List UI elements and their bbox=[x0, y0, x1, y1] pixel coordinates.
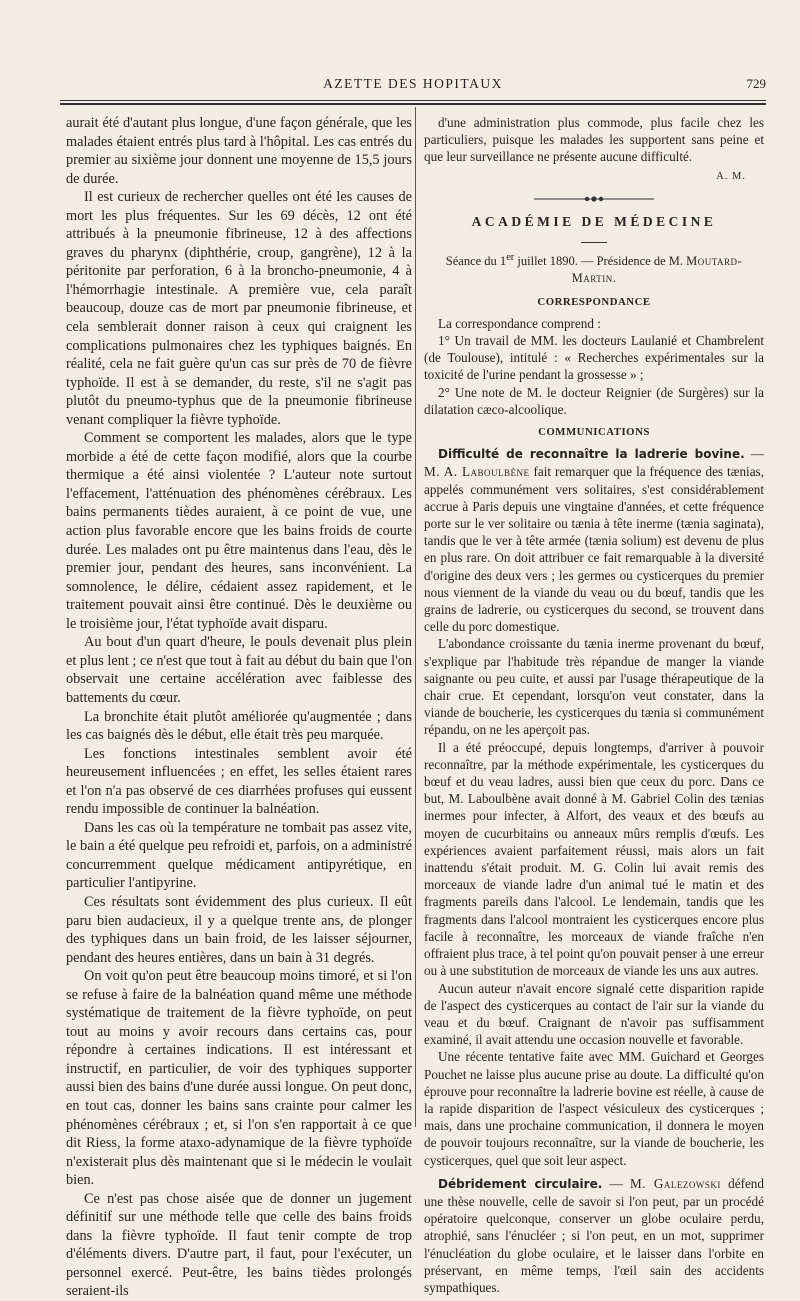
paragraph: La correspondance comprend : bbox=[438, 315, 601, 331]
communication-title: Débridement circulaire. bbox=[438, 1176, 603, 1191]
header-rule-thick bbox=[60, 103, 766, 105]
paragraph: La bronchite était plutôt améliorée qu'augmentée ; dans les cas baignés dès le début, elle était très peu marquée. bbox=[66, 708, 412, 744]
paragraph: L'abondance croissante du tænia inerme provenant du bœuf, s'explique par l'habitude très répandue de manger la viande saignante ou peu cuite, et aussi par l'usage thérapeutique de la chair crue. Et cependant, lorsqu'on veut constater, dans la viande de boucherie, les cysticerques du tænia si communément répandu, on ne les aperçoit pas. bbox=[424, 636, 764, 738]
paragraph: Une récente tentative faite avec MM. Guichard et Georges Pouchet ne laisse plus aucune prise au doute. La difficulté qu'on éprouve pour reconnaître la ladrerie bovine est réelle, à cause de la rapide disparition de l'aspect vésiculeux des cysticerques ; mais, dans une prochaine communication, il donnera le moyen de pouvoir toujours reconnaître, sur la viande de boucherie, les cysticerques, quel que soit leur aspect. bbox=[424, 1049, 764, 1168]
communication-text: défend une thèse nouvelle, celle de savoir si l'on peut, par un procédé opératoire quelconque, conserver un globe oculaire perdu, atrophié, sans l'énucléer ; si l'on peut, en un mot, supprimer l'énucléation du globe oculaire, et le laisser dans l'orbite en préservant, en même temps, l'œil sain des accidents sympathiques. bbox=[424, 1175, 764, 1295]
left-column bbox=[66, 114, 412, 1301]
ornament-rule-icon bbox=[534, 195, 654, 203]
communication-text: fait remarquer que la fréquence des tænias, appelés communément vers solitaires, s'est considérablement accrue à Paris depuis une vingtaine d'années, et cette fréquence porte sur le ver solitaire ou tænia à tête inerme (tænia saginata), tandis que le ver à tête armée (tænia solium) est devenu de plus en plus rare. On doit attribuer ce fait remarquable à la diversité d'origine des deux vers ; les germes ou cysticerques du premier nous viennent de la viande du veau ou du bœuf, tandis que les grains de ladrerie, ou cysticerques du second, se trouvent dans celle du porc domestique. bbox=[424, 464, 764, 635]
communication-author: M. A. Laboulbène bbox=[424, 464, 530, 480]
ornament-divider bbox=[424, 195, 764, 203]
page-number: 729 bbox=[746, 76, 766, 91]
paragraph: Dans les cas où la température ne tombait pas assez vite, le bain a été quelque peu refroidi et, parfois, on a administré concurremment quelque médicament antipyrétique, en particulier l'antipyrine. bbox=[66, 819, 412, 892]
session-date-sup: er bbox=[506, 252, 515, 264]
paragraph: Aucun auteur n'avait encore signalé cette disparition rapide de l'aspect des cysticerques au contact de l'air sur la viande du veau et du bœuf. Craignant de n'avoir pas suffisamment examiné, il avait attendu une occasion nouvelle et favorable. bbox=[424, 980, 764, 1048]
paragraph: aurait été d'autant plus longue, d'une façon générale, que les malades étaient entrés plus tard à l'hôpital. Les cas entrés du premier au sixième jour donnent une moyenne de 15,5 jours de durée. bbox=[66, 115, 412, 187]
page-header bbox=[60, 74, 766, 96]
paragraph: Au bout d'un quart d'heure, le pouls devenait plus plein et plus lent ; ce n'est que tout à fait au début du bain que l'on observait une certaine accélération avec faiblesse des battements du cœur. bbox=[66, 634, 412, 706]
paragraph: Comment se comportent les malades, alors que le type morbide a été de cette façon modifié, alors que la courbe thermique a été ainsi violentée ? L'auteur note surtout l'effacement, l'atténuation des phénomènes cérébraux. Les bains permanents tièdes auraient, à ce point de vue, une action plus favorable encore que les bains froids de courte durée. Les malades ont pu être maintenus dans l'eau, dès le premier jour, pendant des heures, sans inconvénient. La somnolence, le délire, cédaient assez rapidement, et le traitement pouvait ainsi être continué. Dès le deuxième ou le troisième jour, l'état typhoïde avait disparu. bbox=[66, 430, 412, 632]
dash: — bbox=[602, 1175, 631, 1191]
communication-title: Difficulté de reconnaître la ladrerie bovine. bbox=[438, 447, 745, 462]
communication-paragraph bbox=[424, 445, 764, 635]
session-date: Séance du 1 bbox=[445, 254, 507, 269]
session-line bbox=[424, 249, 764, 288]
header-rule bbox=[60, 100, 766, 101]
communication-paragraph bbox=[424, 1175, 764, 1296]
paragraph: Les fonctions intestinales semblent avoir été heureusement influencées ; en effet, les selles étaient rares et l'on n'a pas observé de ces diarrhées profuses qui eussent rendu impossible de continuer la balnéation. bbox=[66, 745, 412, 818]
section-title: ACADÉMIE DE MÉDECINE bbox=[471, 213, 717, 229]
dash: — bbox=[744, 446, 764, 462]
paragraph: d'une administration plus commode, plus facile chez les particuliers, puisque les malades les supportent sans peine et que leur surveillance ne présente aucune difficulté. bbox=[424, 115, 764, 165]
paragraph: Il est curieux de rechercher quelles ont été les causes de mort les plus fréquentes. Sur les 69 décès, 12 ont été attribués à la pneumonie fibrineuse, 12 à des affections graves du pharynx (diphthérie, croup, gangrène), 12 à la péritonite par perforation, 6 à la broncho-pneumonie, 4 à l'hémorrhagie intestinale. A première vue, cela paraît beaucoup, douze cas de mort par pneumonie fibrineuse, et cela semblerait donner raison à ceux qui craignent les complications pulmonaires chez les typhiques baignés. En réalité, cela ne fait guère qu'un cas sur près de 70 de fièvre typhoïde. Il est à se demander, du reste, s'il ne s'agit pas plutôt du pneumo-typhus que de la pneumonie fibrineuse venant compliquer la fièvre typhoïde. bbox=[66, 189, 412, 428]
paragraph: 1° Un travail de MM. les docteurs Laulanié et Chambrelent (de Toulouse), intitulé : « Recherches expérimentales sur la toxicité de l'urine pendant la grossesse » ; bbox=[424, 332, 764, 383]
session-presidency: juillet 1890. — Présidence de M. bbox=[514, 254, 687, 269]
president-name: Moutard-Martin. bbox=[571, 254, 743, 286]
paragraph: Ces résultats sont évidemment des plus curieux. Il eût paru bien audacieux, il y a quelque trente ans, de plonger des typhiques dans un bain froid, de les laisser séjourner, pendant des heures entières, dans un bain à 31 degrés. bbox=[66, 893, 412, 966]
running-title: AZETTE DES HOPITAUX bbox=[323, 76, 503, 91]
communications-heading: COMMUNICATIONS bbox=[538, 426, 650, 438]
correspondence-heading: CORRESPONDANCE bbox=[537, 295, 651, 308]
column-divider bbox=[415, 107, 416, 1127]
short-rule bbox=[581, 242, 607, 243]
paragraph: Il a été préoccupé, depuis longtemps, d'arriver à pouvoir reconnaître, par la méthode expérimentale, les cysticerques du bœuf et du veau ladres, aussi bien que ceux du porc. Dans ce but, M. Laboulbène avait donné à M. Gabriel Colin des tænias inermes pour infecter, à Alfort, des veaux et des bœufs au moyen de cucurbitains ou anneaux mûrs remplis d'œufs. Les expériences avaient parfaitement réussi, mais alors un fait inattendu s'était produit. M. G. Colin lui avait remis des morceaux de viande ladre d'un animal tué le matin et des fragments pareils dans l'alcool. Le lendemain, tandis que les fragments dans l'alcool montraient les cysticerques encore plus facile à reconnaître, les morceaux de viande fraîche n'en offraient plus trace, à tel point qu'on pouvait penser à une erreur ou à une substitution de morceaux de viande les uns aux autres. bbox=[424, 739, 764, 979]
paragraph: On voit qu'on peut être beaucoup moins timoré, et si l'on se refuse à faire de la balnéation quand même une méthode systématique de traitement de la fièvre typhoïde, on peut tout au moins y avoir recours dans certains cas, pour répondre à certaines indications. Il est intéressant et instructif, en particulier, de voir des typhiques supporter aussi bien des bains d'une durée aussi longue. On peut donc, en tout cas, donner les bains sans crainte pour calmer les phénomènes cérébraux ; et, si l'on s'en rapportait à ce que dit Riess, la forme ataxo-adynamique de la fièvre typhoïde n'existerait plus dès maintenant que si le médecin le voulait bien. bbox=[66, 968, 412, 1189]
right-column bbox=[424, 114, 764, 1296]
paragraph: Ce n'est pas chose aisée que de donner un jugement définitif sur une méthode telle que celle des bains froids dans la fièvre typhoïde. Il faut tenir compte de trop d'éléments divers. D'autre part, il faut, pour l'exécuter, un personnel exercé. Peut-être, les bains tièdes prolongés seraient-ils bbox=[66, 1190, 412, 1300]
communication-author: M. Galezowski bbox=[630, 1175, 721, 1191]
paragraph: 2° Une note de M. le docteur Reignier (de Surgères) sur la dilatation cæco-alcoolique. bbox=[424, 384, 764, 417]
author-signature: A. M. bbox=[716, 170, 746, 182]
